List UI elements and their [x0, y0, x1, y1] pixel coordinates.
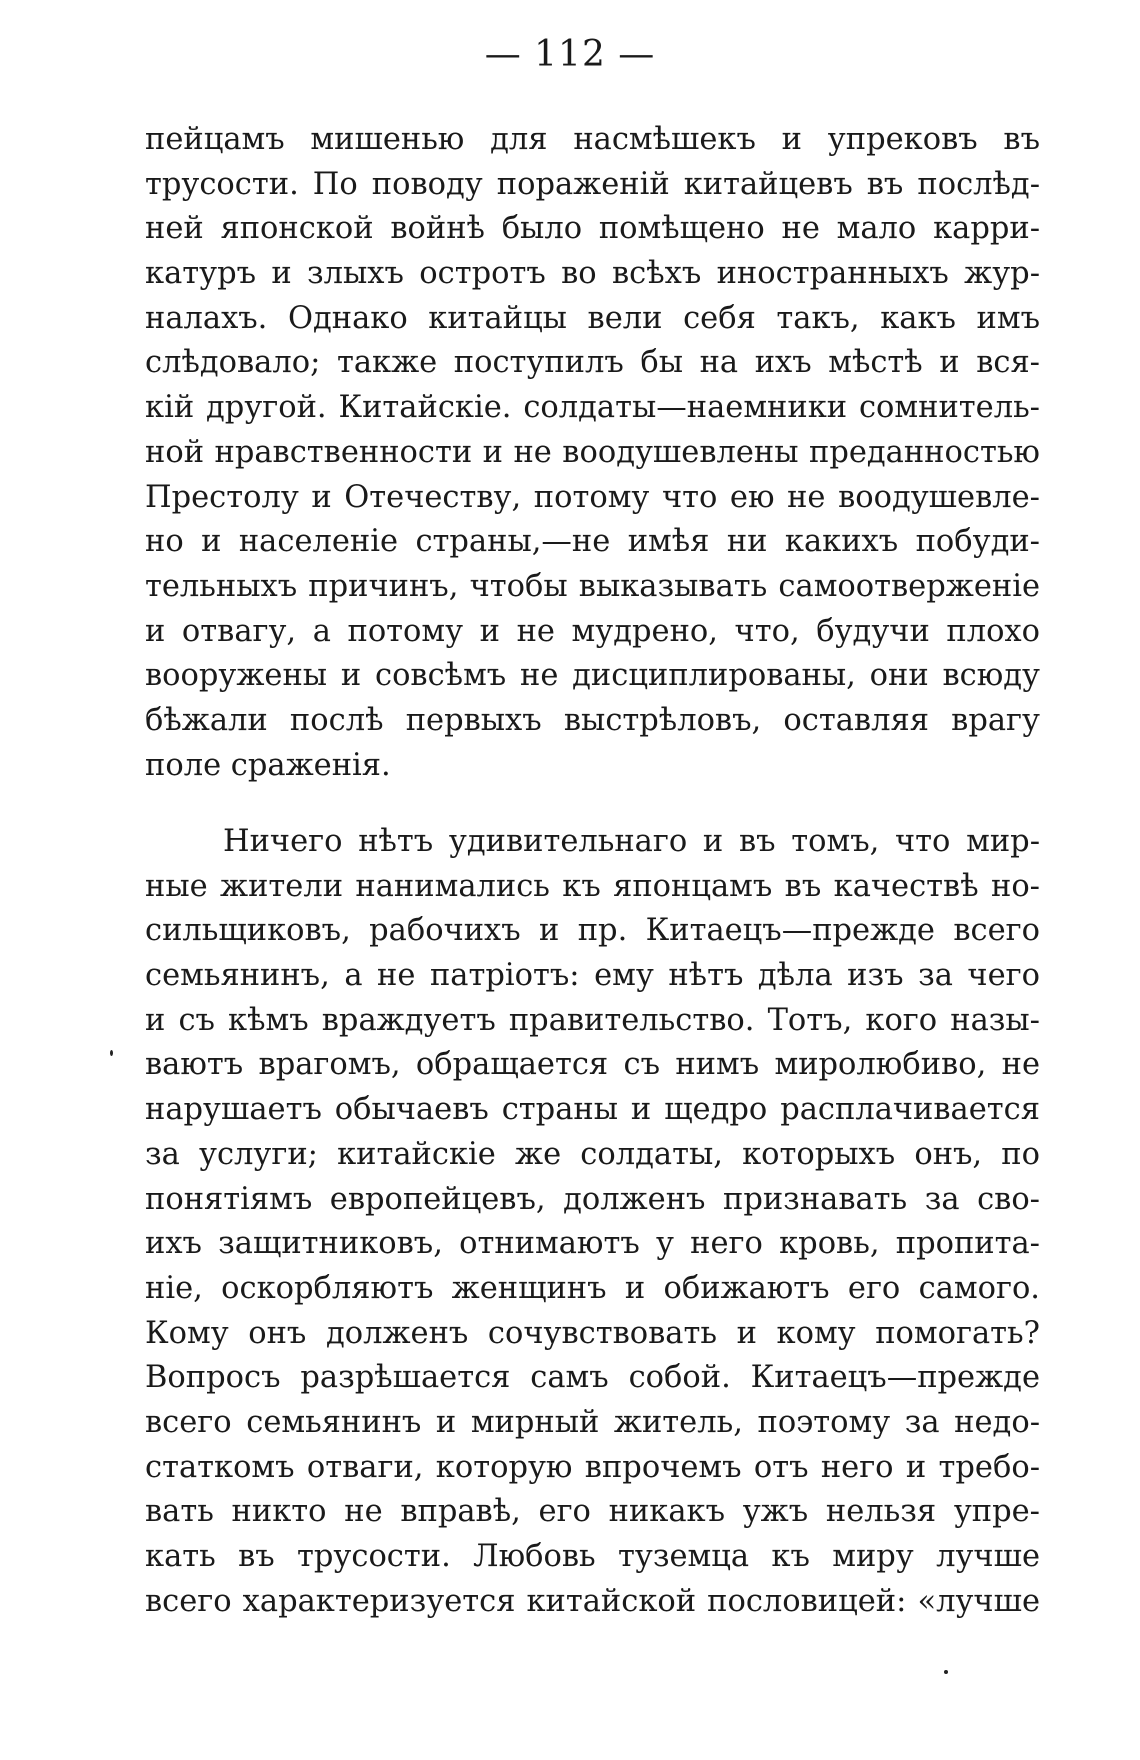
text-line: нарушаетъ обычаевъ страны и щедро расплачивается	[145, 1092, 1040, 1128]
text-line: всего характеризуется китайской пословицей: «лучше	[145, 1583, 1040, 1619]
text-line: Вопросъ разрѣшается самъ собой. Китаецъ—прежде	[145, 1360, 1040, 1396]
text-line: ней японской войнѣ было помѣщено не мало карри-	[145, 211, 1040, 247]
paragraph-2	[145, 820, 1040, 1624]
text-line: ніе, оскорбляютъ женщинъ и обижаютъ его самого.	[145, 1270, 1040, 1306]
text-line: бѣжали послѣ первыхъ выстрѣловъ, оставляя врагу	[145, 702, 1040, 738]
text-line: слѣдовало; также поступилъ бы на ихъ мѣстѣ и вся-	[145, 345, 1040, 381]
text-line: Кому онъ долженъ сочувствовать и кому помогать?	[145, 1315, 1040, 1351]
scan-speck	[110, 1050, 113, 1056]
paragraph-1	[145, 118, 1040, 788]
text-line: кать въ трусости. Любовь туземца къ миру лучше	[145, 1539, 1040, 1574]
text-line: ихъ защитниковъ, отнимаютъ у него кровь, пропита-	[145, 1226, 1040, 1262]
text-line: но и населеніе страны,—не имѣя ни какихъ побуди-	[145, 524, 1040, 560]
text-line: понятіямъ европейцевъ, долженъ признавать за сво-	[145, 1181, 1040, 1217]
text-line: семьянинъ, а не патріотъ: ему нѣтъ дѣла изъ за чего	[145, 958, 1040, 994]
text-line: налахъ. Однако китайцы вели себя такъ, какъ имъ	[145, 300, 1040, 336]
text-line: ные жители нанимались къ японцамъ въ качествѣ но-	[145, 868, 1040, 904]
text-line: всего семьянинъ и мирный житель, поэтому за недо-	[145, 1404, 1040, 1440]
text-line: вооружены и совсѣмъ не дисциплированы, они всюду	[145, 658, 1040, 694]
page-number: — 112 —	[484, 34, 656, 75]
text-line: статкомъ отваги, которую впрочемъ отъ него и требо-	[145, 1449, 1040, 1485]
text-line: вать никто не вправѣ, его никакъ ужъ нельзя упре-	[145, 1494, 1040, 1530]
text-line: ной нравственности и не воодушевлены преданностью	[145, 434, 1040, 470]
text-line: пейцамъ мишенью для насмѣшекъ и упрековъ въ	[145, 122, 1040, 157]
text-line: за услуги; китайскіе же солдаты, которыхъ онъ, по	[145, 1136, 1040, 1172]
text-line: тельныхъ причинъ, чтобы выказывать самоотверженіе	[145, 568, 1040, 604]
text-line: ваютъ врагомъ, обращается съ нимъ миролюбиво, не	[145, 1047, 1040, 1083]
scan-speck	[944, 1670, 948, 1674]
text-line: Ничего нѣтъ удивительнаго и въ томъ, что мир-	[223, 824, 1040, 859]
text-line: катуръ и злыхъ остротъ во всѣхъ иностранныхъ жур-	[145, 256, 1040, 292]
text-line: трусости. По поводу пораженій китайцевъ въ послѣд-	[145, 166, 1040, 202]
text-line: поле сраженія.	[145, 747, 391, 783]
text-line: кій другой. Китайскіе. солдаты—наемники сомнитель-	[145, 390, 1040, 426]
text-line: и съ кѣмъ враждуетъ правительство. Тотъ, кого назы-	[145, 1002, 1040, 1038]
text-line: сильщиковъ, рабочихъ и пр. Китаецъ—прежде всего	[145, 913, 1040, 949]
text-line: и отвагу, а потому и не мудрено, что, будучи плохо	[145, 613, 1040, 649]
text-line: Престолу и Отечеству, потому что ею не воодушевле-	[145, 479, 1040, 515]
